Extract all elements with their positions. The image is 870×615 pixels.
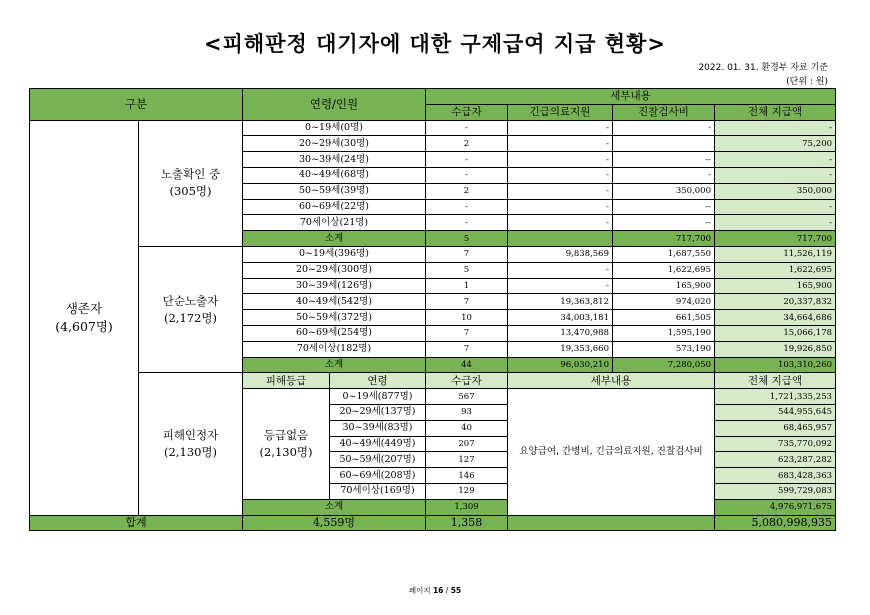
recipients-cell: 7 <box>426 341 508 357</box>
emergency-medical-cell: - <box>508 120 613 136</box>
recipients-cell: 146 <box>426 468 508 484</box>
grand-total-blank <box>508 515 715 531</box>
footer-prefix: 페이지 <box>408 586 433 595</box>
total-paid-cell: 11,526,119 <box>715 246 836 262</box>
victim-header-total: 전체 지급액 <box>715 373 836 389</box>
age-group-cell: 20~29세(300명) <box>243 262 426 278</box>
subtotal-emergency <box>508 231 613 247</box>
exam-cost-cell: -- <box>613 152 715 168</box>
emergency-medical-cell: 13,470,988 <box>508 325 613 341</box>
age-group-cell: 40~49세(449명) <box>330 436 426 452</box>
grand-total-amount: 5,080,998,935 <box>715 515 836 531</box>
age-group-cell: 60~69세(208명) <box>330 468 426 484</box>
recipients-cell: - <box>426 120 508 136</box>
payment-status-table <box>29 88 836 531</box>
total-paid-cell: 15,066,178 <box>715 325 836 341</box>
emergency-medical-cell: - <box>508 152 613 168</box>
recipients-cell: - <box>426 199 508 215</box>
age-group-cell: 70세이상(21명) <box>243 215 426 231</box>
emergency-medical-cell: - <box>508 199 613 215</box>
emergency-medical-cell: - <box>508 278 613 294</box>
age-group-cell: 0~19세(396명) <box>243 246 426 262</box>
exam-cost-cell: -- <box>613 215 715 231</box>
total-paid-cell: 623,287,282 <box>715 452 836 468</box>
emergency-medical-cell: 19,363,812 <box>508 294 613 310</box>
header-details: 세부내용 <box>426 89 836 105</box>
emergency-medical-cell: 19,353,660 <box>508 341 613 357</box>
header-total-paid: 전체 지급액 <box>715 104 836 120</box>
recipients-cell: - <box>426 167 508 183</box>
footer-page: 16 <box>432 586 444 595</box>
header-emergency-medical: 긴급의료지원 <box>508 104 613 120</box>
header-age-people: 연령/인원 <box>243 89 426 121</box>
grand-total-people: 4,559명 <box>243 515 426 531</box>
page-footer <box>0 585 870 596</box>
age-group-cell: 30~39세(24명) <box>243 152 426 168</box>
emergency-medical-cell: - <box>508 215 613 231</box>
exam-cost-cell: 165,900 <box>613 278 715 294</box>
total-paid-cell: - <box>715 199 836 215</box>
total-paid-cell: 350,000 <box>715 183 836 199</box>
age-group-cell: 30~39세(126명) <box>243 278 426 294</box>
subtotal-total: 103,310,260 <box>715 357 836 373</box>
recipients-cell: 2 <box>426 136 508 152</box>
total-paid-cell: 34,664,686 <box>715 310 836 326</box>
page-title: <피해판정 대기자에 대한 구제급여 지급 현황> <box>204 32 666 56</box>
source-date-note: 2022. 01. 31. 환경부 자료 기준 <box>698 63 828 73</box>
recipients-cell: 10 <box>426 310 508 326</box>
subtotal-emergency: 96,030,210 <box>508 357 613 373</box>
recipients-cell: 2 <box>426 183 508 199</box>
recipients-cell: 207 <box>426 436 508 452</box>
exam-cost-cell: - <box>613 167 715 183</box>
victim-header-row <box>30 373 836 389</box>
subtotal-label: 소계 <box>243 231 426 247</box>
subtotal-label: 소계 <box>243 357 426 373</box>
subtotal-recipients: 5 <box>426 231 508 247</box>
total-paid-cell: 165,900 <box>715 278 836 294</box>
grand-total-label: 합계 <box>30 515 243 531</box>
subtotal-total: 4,976,971,675 <box>715 499 836 515</box>
exam-cost-cell <box>613 136 715 152</box>
age-group-cell: 70세이상(169명) <box>330 483 426 499</box>
header-recipients: 수급자 <box>426 104 508 120</box>
footer-sep: / <box>443 586 451 595</box>
emergency-medical-cell: 34,003,181 <box>508 310 613 326</box>
exam-cost-cell: 661,505 <box>613 310 715 326</box>
table-row <box>30 120 836 136</box>
grand-total-recipients: 1,358 <box>426 515 508 531</box>
recipients-cell: 93 <box>426 404 508 420</box>
subtotal-label: 소계 <box>243 499 426 515</box>
total-paid-cell: - <box>715 152 836 168</box>
recipients-cell: - <box>426 215 508 231</box>
total-paid-cell: 683,428,363 <box>715 468 836 484</box>
table-row <box>30 246 836 262</box>
subtotal-recipients: 44 <box>426 357 508 373</box>
total-paid-cell: 68,465,957 <box>715 420 836 436</box>
exam-cost-cell: 1,687,550 <box>613 246 715 262</box>
age-group-cell: 40~49세(542명) <box>243 294 426 310</box>
age-group-cell: 50~59세(39명) <box>243 183 426 199</box>
recipients-cell: 7 <box>426 246 508 262</box>
recipients-cell: 1 <box>426 278 508 294</box>
recipients-cell: 40 <box>426 420 508 436</box>
total-paid-cell: - <box>715 120 836 136</box>
total-paid-cell: 75,200 <box>715 136 836 152</box>
footer-pages: 55 <box>450 586 462 595</box>
subtotal-recipients: 1,309 <box>426 499 508 515</box>
recipients-cell: 7 <box>426 294 508 310</box>
exam-cost-cell: 974,020 <box>613 294 715 310</box>
exam-cost-cell: 573,190 <box>613 341 715 357</box>
exam-cost-cell: 350,000 <box>613 183 715 199</box>
grade-label: 등급없음 (2,130명) <box>243 389 330 500</box>
header-exam-cost: 진찰검사비 <box>613 104 715 120</box>
recipients-cell: 5 <box>426 262 508 278</box>
victim-header-recipients: 수급자 <box>426 373 508 389</box>
age-group-cell: 60~69세(22명) <box>243 199 426 215</box>
section-label-victims: 피해인정자 (2,130명) <box>139 373 243 515</box>
total-paid-cell: 1,622,695 <box>715 262 836 278</box>
recipients-cell: 127 <box>426 452 508 468</box>
total-paid-cell: 544,955,645 <box>715 404 836 420</box>
victim-header-age: 연령 <box>330 373 426 389</box>
age-group-cell: 50~59세(372명) <box>243 310 426 326</box>
total-paid-cell: 599,729,083 <box>715 483 836 499</box>
emergency-medical-cell: 9,838,569 <box>508 246 613 262</box>
exam-cost-cell: 1,595,190 <box>613 325 715 341</box>
unit-note: (단위 : 원) <box>786 77 828 87</box>
subtotal-total: 717,700 <box>715 231 836 247</box>
total-paid-cell: 1,721,335,253 <box>715 389 836 405</box>
recipients-cell: 7 <box>426 325 508 341</box>
total-paid-cell: 735,770,092 <box>715 436 836 452</box>
age-group-cell: 20~29세(30명) <box>243 136 426 152</box>
age-group-cell: 0~19세(877명) <box>330 389 426 405</box>
details-text: 요양급여, 간병비, 긴급의료지원, 진찰검사비 <box>508 389 715 515</box>
subtotal-exam: 7,280,050 <box>613 357 715 373</box>
total-paid-cell: 19,926,850 <box>715 341 836 357</box>
recipients-cell: 129 <box>426 483 508 499</box>
age-group-cell: 70세이상(182명) <box>243 341 426 357</box>
section-label: 노출확인 중 (305명) <box>139 120 243 246</box>
total-paid-cell: 20,337,832 <box>715 294 836 310</box>
recipients-cell: 567 <box>426 389 508 405</box>
age-group-cell: 30~39세(83명) <box>330 420 426 436</box>
age-group-cell: 40~49세(68명) <box>243 167 426 183</box>
age-group-cell: 60~69세(254명) <box>243 325 426 341</box>
exam-cost-cell: 1,622,695 <box>613 262 715 278</box>
group-label-survivors: 생존자 (4,607명) <box>30 120 139 515</box>
total-paid-cell: - <box>715 167 836 183</box>
victim-header-grade: 피해등급 <box>243 373 330 389</box>
age-group-cell: 50~59세(207명) <box>330 452 426 468</box>
recipients-cell: - <box>426 152 508 168</box>
exam-cost-cell: -- <box>613 199 715 215</box>
age-group-cell: 0~19세(0명) <box>243 120 426 136</box>
exam-cost-cell: - <box>613 120 715 136</box>
subtotal-exam: 717,700 <box>613 231 715 247</box>
emergency-medical-cell: - <box>508 262 613 278</box>
emergency-medical-cell: - <box>508 167 613 183</box>
total-paid-cell: - <box>715 215 836 231</box>
emergency-medical-cell: - <box>508 183 613 199</box>
header-category: 구분 <box>30 89 243 121</box>
section-label: 단순노출자 (2,172명) <box>139 246 243 372</box>
age-group-cell: 20~29세(137명) <box>330 404 426 420</box>
emergency-medical-cell: - <box>508 136 613 152</box>
victim-header-details: 세부내용 <box>508 373 715 389</box>
